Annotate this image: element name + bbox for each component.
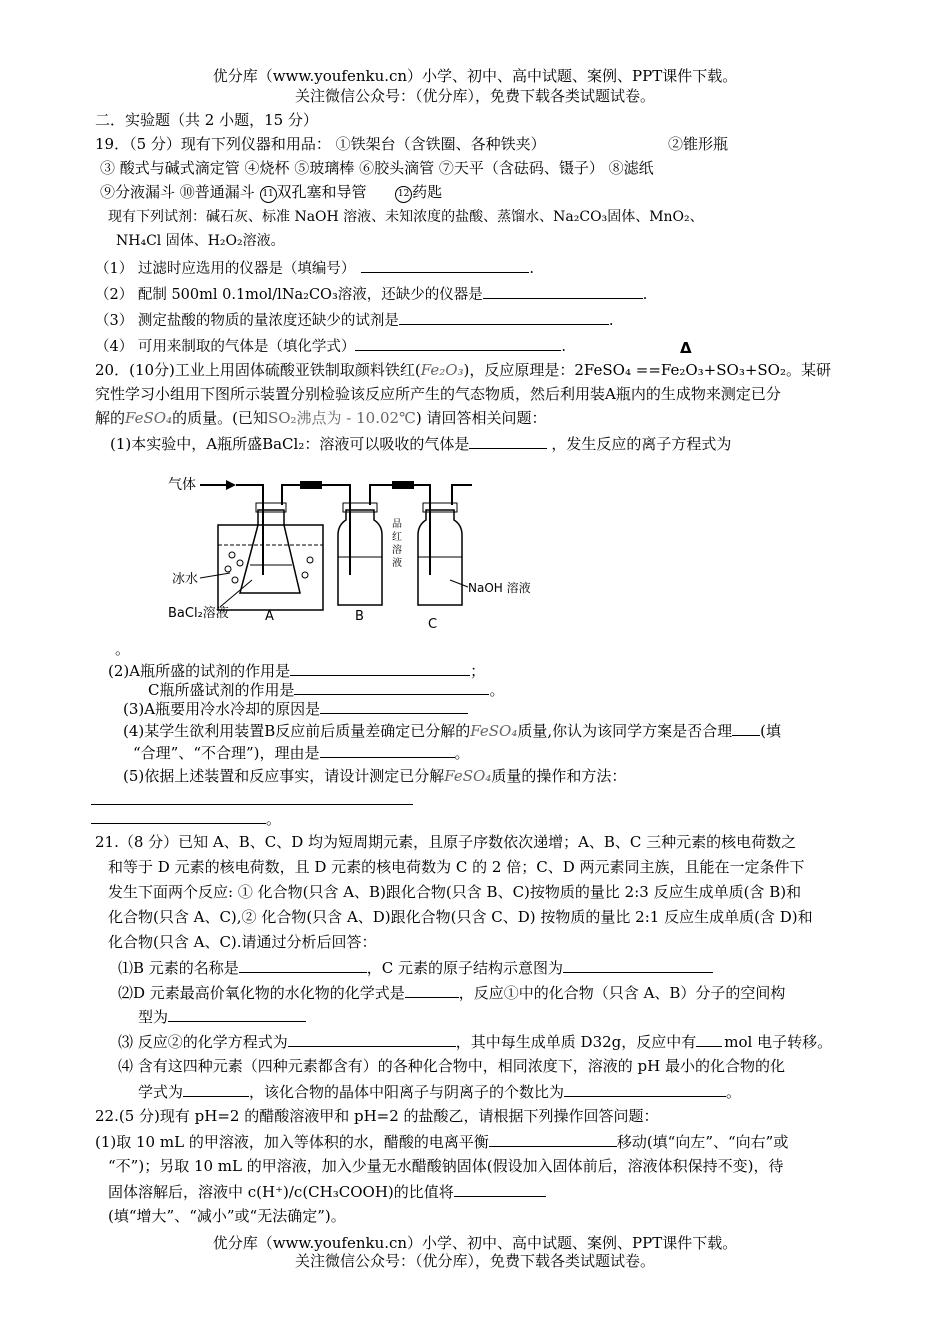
q21-line1: 21.（8 分）已知 A、B、C、D 均为短周期元素，且原子序数依次递增；A、B、C 三种元素的核电荷数之 — [95, 833, 797, 851]
blank[interactable] — [290, 660, 470, 676]
q20-l3c: ) 请回答相关问题： — [415, 409, 547, 427]
ice-water-bath — [218, 525, 323, 610]
label-c: C — [428, 617, 438, 632]
q20-p2b-end: 。 — [489, 681, 505, 699]
q20-p4d-text: “合理”、“不合理”)，理由是 — [133, 744, 320, 762]
blank[interactable] — [361, 257, 529, 273]
delta-symbol: Δ — [680, 339, 692, 357]
pinhong-char-3: 溶 — [392, 545, 402, 556]
q21-s3b: ，其中每生成单质 D32g，反应中有 — [455, 1033, 697, 1051]
q19-reagents-1: 现有下列试剂：碱石灰、标准 NaOH 溶液、未知浓度的盐酸、蒸馏水、Na₂CO₃固体、MnO₂、 — [108, 209, 704, 225]
pinhong-char-1: 品 — [392, 519, 402, 530]
pinhong-char-2: 红 — [392, 532, 402, 543]
blank[interactable] — [483, 283, 643, 299]
q22-line2 — [95, 1131, 788, 1152]
section-title: 二．实验题（共 2 小题，15 分） — [95, 111, 318, 129]
q20-p5a-text: (5)依据上述装置和反应事实，请设计测定已分解 — [123, 767, 445, 785]
blank[interactable] — [564, 1081, 726, 1097]
pinhong-char-4: 液 — [392, 558, 402, 569]
so2-boiling-point: SO₂沸点为 - 10.02℃ — [267, 409, 416, 427]
blank[interactable] — [489, 1131, 617, 1147]
flask-a — [240, 510, 300, 593]
q19-line3a: ⑨分液漏斗 ⑩普通漏斗 — [100, 183, 260, 201]
tube-connector — [392, 481, 414, 489]
q20-p2a-text: (2)A瓶所盛的试剂的作用是 — [108, 662, 291, 680]
naoh-label: NaOH 溶液 — [468, 581, 531, 595]
q22-line3: “不”)；另取 10 mL 的甲溶液，加入少量无水醋酸钠固体(假设加入固体前后，溶液体积保持不变)，待 — [108, 1157, 784, 1175]
tube-outlet — [452, 485, 472, 505]
blank[interactable] — [294, 679, 489, 695]
blank[interactable] — [732, 720, 760, 736]
blank[interactable] — [454, 1181, 546, 1197]
gas-arrow-head — [226, 480, 236, 490]
blank[interactable] — [399, 309, 609, 325]
blank[interactable] — [563, 957, 713, 973]
header-line-2: 关注微信公众号：（优分库），免费下载各类试题试卷。 — [294, 87, 655, 105]
q21-sub1 — [118, 957, 713, 978]
formula-fe2o3: Fe₂O₃ — [420, 361, 464, 379]
blank[interactable] — [91, 808, 266, 824]
q20-p2a-end: ； — [470, 662, 486, 680]
naoh-pointer — [450, 580, 468, 587]
q21-sub2-cont — [138, 1006, 306, 1027]
q19-item2: ②锥形瓶 — [668, 135, 729, 153]
q19-sub1-text: （1） 过滤时应选用的仪器是（填编号） — [95, 261, 356, 277]
q19-line2: ③ 酸式与碱式滴定管 ④烧杯 ⑤玻璃棒 ⑥胶头滴管 ⑦天平（含砝码、镊子） ⑧滤纸 — [100, 159, 654, 177]
q21-s2a: ⑵D 元素最高价氧化物的水化物的化学式是 — [118, 984, 405, 1002]
formula-feso4: FeSO₄ — [125, 409, 173, 427]
q21-s2c: 型为 — [138, 1008, 169, 1026]
q22-line4 — [108, 1181, 546, 1202]
q19-sub3: （3） 测定盐酸的物质的量浓度还缺少的试剂是 . — [95, 309, 613, 331]
q21-s2b: ，反应①中的化合物（只含 A、B）分子的空间构 — [458, 984, 786, 1002]
label-b: B — [355, 609, 364, 624]
ice-water-label: 冰水 — [172, 572, 199, 587]
q22-line1: 22.(5 分)现有 pH=2 的醋酸溶液甲和 pH=2 的盐酸乙，请根据下列操作回答问题： — [95, 1107, 659, 1125]
q22-line5: (填“增大”、“减小”或“无法确定”)。 — [108, 1207, 346, 1225]
q21-s3c: mol 电子转移。 — [724, 1033, 833, 1051]
q20-p2b-text: C瓶所盛试剂的作用是 — [148, 681, 295, 699]
label-a: A — [265, 609, 274, 624]
q20-p4a-text: (4)某学生欲利用装置B反应前后质量差确定已分解的 — [123, 722, 471, 740]
q19-sub1: （1） 过滤时应选用的仪器是（填编号） . — [95, 257, 534, 279]
ice-water-pointer — [200, 573, 230, 578]
circled-11: 11 — [260, 186, 277, 203]
formula-feso4: FeSO₄ — [444, 767, 492, 785]
q21-s1b: ，C 元素的原子结构示意图为 — [366, 959, 564, 977]
q20-part5-answer — [91, 808, 281, 829]
ice-cube — [307, 557, 313, 563]
q21-sub4-cont — [138, 1081, 741, 1102]
circled-12: 12 — [395, 186, 412, 203]
bacl2-label: BaCl₂溶液 — [168, 606, 229, 621]
blank[interactable] — [288, 1031, 456, 1047]
q20-part4 — [123, 720, 781, 741]
q21-s1a: ⑴B 元素的名称是 — [118, 959, 239, 977]
ice-cube — [225, 566, 231, 572]
q19-sub2-text: （2） 配制 500ml 0.1mol/lNa₂CO₃溶液，还缺少的仪器是 — [95, 287, 483, 303]
q19-sub2: （2） 配制 500ml 0.1mol/lNa₂CO₃溶液，还缺少的仪器是 . — [95, 283, 647, 305]
q21-line3: 发生下面两个反应: ① 化合物(只含 A、B)跟化合物(只含 B、C)按物质的量比 2:3 反应生成单质(含 B)和 — [108, 883, 802, 901]
ice-cube — [302, 572, 308, 578]
q20-p4c-text: (填 — [760, 722, 781, 740]
blank[interactable] — [239, 957, 367, 973]
q20-line2: 究性学习小组用下图所示装置分别检验该反应所产生的气态物质，然后利用装A瓶内的生成物来测定已分 — [95, 385, 781, 403]
q20-part4-cont — [133, 742, 470, 763]
q21-sub3 — [118, 1031, 832, 1052]
q21-line2: 和等于 D 元素的核电荷数，且 D 元素的核电荷数为 C 的 2 倍；C、D 两元素同主族，且能在一定条件下 — [108, 858, 805, 876]
q21-s4d: 。 — [726, 1083, 742, 1101]
formula-feso4: FeSO₄ — [470, 722, 518, 740]
q19-line3 — [100, 182, 442, 203]
apparatus-diagram — [160, 465, 580, 640]
q20-p1-text: (1)本实验中，A瓶所盛BaCl₂：溶液可以吸收的气体是 — [110, 435, 470, 453]
q20-p1b-text: ，发生反应的离子方程式为 — [551, 435, 732, 453]
q21-sub4: ⑷ 含有这四种元素（四种元素都含有）的各种化合物中，相同浓度下，溶液的 pH 最小的化合物的化 — [118, 1057, 785, 1075]
q20-part2b — [148, 679, 505, 700]
q20-line1 — [95, 360, 831, 380]
q20-p4b-text: 质量,你认为该同学方案是否合理 — [517, 722, 733, 740]
q19-sub3-text: （3） 测定盐酸的物质的量浓度还缺少的试剂是 — [95, 313, 399, 329]
q19-reagents-2: NH₄Cl 固体、H₂O₂溶液。 — [116, 233, 285, 249]
blank[interactable] — [320, 698, 468, 714]
q21-s4b: 学式为 — [138, 1083, 184, 1101]
tube-connector — [300, 481, 322, 489]
q19-line3b: 双孔塞和导管 — [276, 183, 396, 201]
q21-line5: 化合物(只含 A、C).请通过分析后回答： — [108, 933, 377, 951]
ice-cube — [232, 577, 238, 583]
header-line-1: 优分库（www.youfenku.cn）小学、初中、高中试题、案例、PPT课件下载。 — [212, 67, 738, 85]
blank[interactable] — [469, 433, 547, 449]
q20-p3-text: (3)A瓶要用冷水冷却的原因是 — [123, 700, 321, 718]
blank[interactable] — [405, 982, 459, 998]
q20-line3 — [95, 408, 546, 428]
gas-label: 气体 — [168, 477, 196, 493]
q20-p4e-text: 。 — [454, 744, 470, 762]
q19-sub4-text: （4） 可用来制取的气体是（填化学式） — [95, 339, 356, 355]
blank[interactable] — [183, 1081, 249, 1097]
blank[interactable] — [168, 1006, 306, 1022]
q19-sub4: （4） 可用来制取的气体是（填化学式） . — [95, 335, 566, 357]
blank[interactable] — [696, 1031, 722, 1047]
q20-part2a — [108, 660, 485, 681]
ice-cube — [229, 552, 235, 558]
q20-part5 — [123, 766, 626, 786]
q20-l3a: 解的 — [95, 409, 126, 427]
blank[interactable] — [320, 742, 455, 758]
q22-l4: 固体溶解后，溶液中 c(H⁺)/c(CH₃COOH)的比值将 — [108, 1183, 454, 1201]
q20-l1a: 20．(10分)工业上用固体硫酸亚铁制取颜料铁红( — [95, 361, 421, 379]
q20-part1 — [110, 433, 731, 454]
q20-p5b-text: 质量的操作和方法： — [491, 767, 627, 785]
q21-s3a: ⑶ 反应②的化学方程式为 — [118, 1033, 288, 1051]
ice-cube — [237, 560, 243, 566]
answer-line[interactable] — [91, 804, 413, 805]
q20-part3 — [123, 698, 468, 719]
q21-sub2 — [118, 982, 785, 1003]
q20-p5-end: 。 — [266, 810, 282, 828]
tube-inlet — [236, 485, 263, 575]
q20-l3b: 的质量。(已知 — [172, 409, 268, 427]
q20-dot: 。 — [115, 640, 131, 658]
q19-line3c: 药匙 — [412, 183, 443, 201]
q19-stem: 19．（5 分）现有下列仪器和用品： ①铁架台（含铁圈、各种铁夹） — [95, 135, 546, 153]
footer-line-1: 优分库（www.youfenku.cn）小学、初中、高中试题、案例、PPT课件下载。 — [212, 1234, 738, 1252]
q20-l1b: )，反应原理是：2FeSO₄ ==Fe₂O₃+SO₃+SO₂。某研 — [463, 361, 831, 379]
q21-s4c: ，该化合物的晶体中阳离子与阴离子的个数比为 — [249, 1083, 565, 1101]
q22-l2a: (1)取 10 mL 的甲溶液，加入等体积的水，醋酸的电离平衡 — [95, 1133, 489, 1151]
q22-l2b: 移动(填“向左”、“向右”或 — [616, 1133, 789, 1151]
footer-line-2: 关注微信公众号：（优分库），免费下载各类试题试卷。 — [294, 1252, 655, 1270]
q21-line4: 化合物(只含 A、C),② 化合物(只含 A、D)跟化合物(只含 C、D) 按物质的量比 2:1 反应生成单质(含 D)和 — [108, 908, 813, 926]
blank[interactable] — [355, 335, 561, 351]
